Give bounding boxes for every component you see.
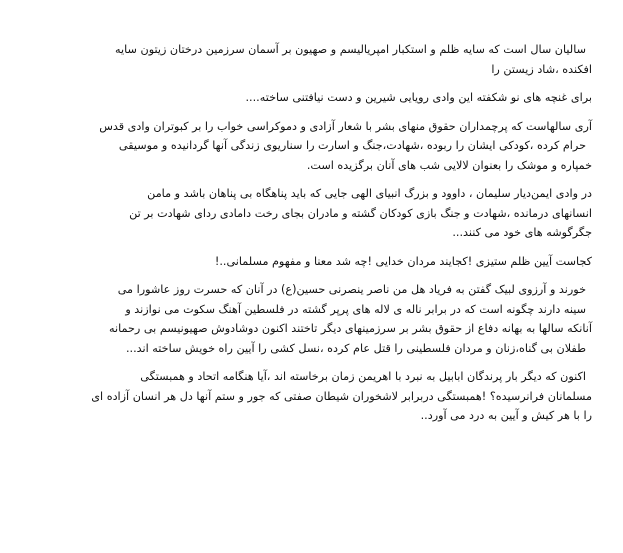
text-line: مسلمانان فرانرسیده؟ !همبستگی دربرابر لاشخوران شیطان صفتی که جور و ستم آنها دل هر انسان آزاده ای [91, 389, 592, 403]
paragraph-2 [40, 88, 592, 108]
paragraph-5 [40, 252, 592, 272]
text-line: را با هر کیش و آیین به درد می آورد.. [420, 409, 592, 422]
paragraph-4 [40, 184, 592, 243]
paragraph-3 [40, 117, 592, 176]
paragraph-1 [40, 40, 592, 79]
text-line: سینه دارند چگونه است که در برابر ناله ی لاله های پرپر گشته در فلسطین آهنگ سکوت می نوازند و [125, 302, 586, 316]
text-line: کجاست آیین ظلم ستیزی !کجایند مردان خدایی !چه شد معنا و مفهوم مسلمانی..! [214, 254, 592, 268]
text-line: در وادی ایمن‌دیار سلیمان ، داوود و بزرگ انبیای الهی جایی که باید پناهگاه بی پناهان باشد و مامن [147, 187, 592, 200]
text-line: اکنون که دیگر بار پرندگان ابابیل به نبرد با اهریمن زمان برخاسته اند ،آیا هنگامه اتحاد و همبستگی [140, 370, 586, 383]
document-page [40, 40, 592, 435]
paragraph-6 [40, 280, 592, 358]
text-line: آری سالهاست که پرچمداران حقوق منهای بشر با شعار آزادی و دموکراسی خواب را بر کبوتران وادی قدس [99, 119, 592, 133]
text-line: سالیان سال است که سایه ظلم و استکبار امپریالیسم و صهیون بر آسمان سرزمین درختان زیتون سایه [115, 43, 586, 56]
text-line: انسانهای درمانده ،شهادت و جنگ بازی کودکان گشته و مادران بجای رخت دامادی ردای شهادت بر تن [129, 206, 592, 220]
text-line: خمپاره و موشک را بعنوان لالایی شب های آنان برگزیده است. [306, 158, 592, 172]
text-line: برای غنچه های نو شکفته این وادی رویایی شیرین و دست نیافتنی ساخته.... [245, 91, 592, 104]
text-line: جگرگوشه های خود می کنند... [452, 226, 592, 239]
text-line: افکنده ،شاد زیستن را [491, 62, 592, 76]
text-line: آنانکه سالها به بهانه دفاع از حقوق بشر بر سرزمینهای دیگر تاختند اکنون دوشادوش صهیونیسم بی رحمانه [108, 322, 592, 335]
text-line: طفلان بی گناه،زنان و مردان فلسطینی را قتل عام کرده ،نسل کشی را آیین راه خویش ساخته اند... [125, 341, 586, 355]
paragraph-7 [40, 367, 592, 426]
text-line: خورند و آرزوی لبیک گفتن به فریاد هل من ناصر ینصرنی حسین(ع) در آنان که حسرت روز عاشورا می [117, 283, 586, 296]
text-line: حرام کرده ،کودکی ایشان را ربوده ،شهادت،جنگ و اسارت را سناریوی زندگی آنها گردانیده و موسیقی [118, 139, 586, 152]
